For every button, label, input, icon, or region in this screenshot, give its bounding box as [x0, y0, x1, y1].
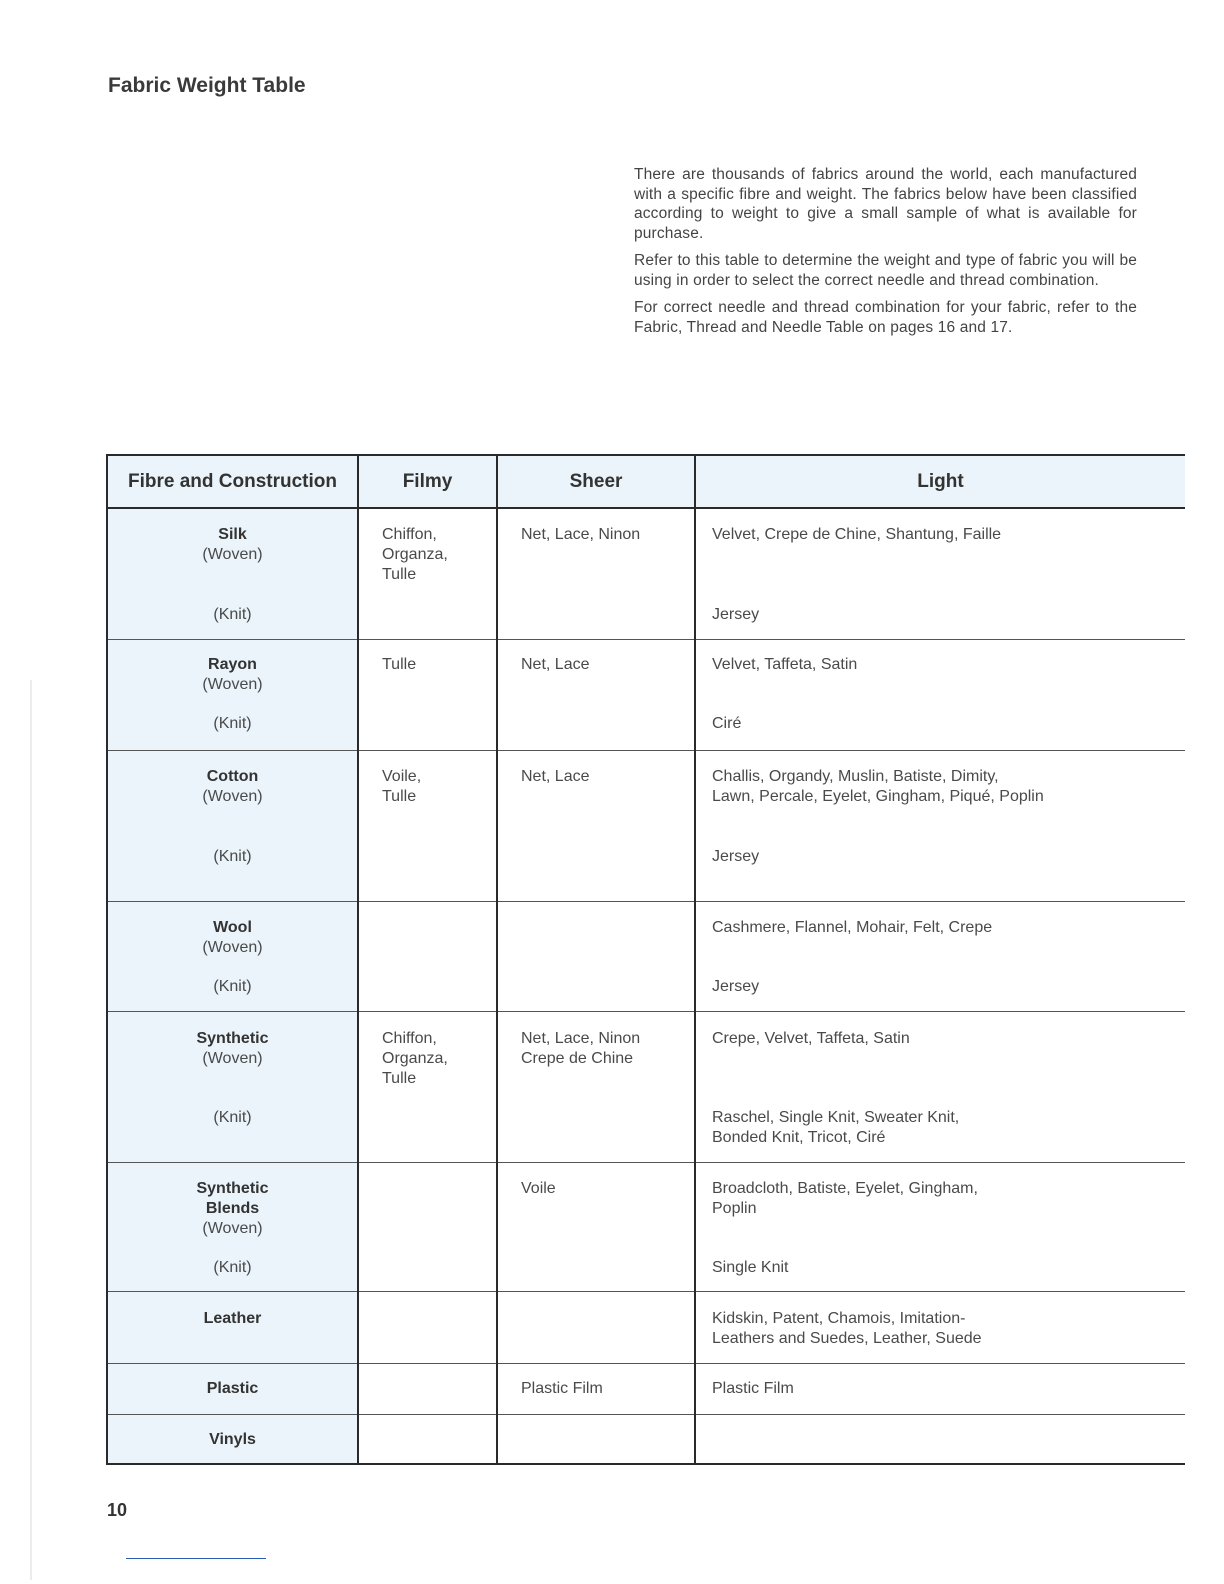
fibre-name: Synthetic Blends: [196, 1179, 269, 1217]
light-cell: [695, 1291, 1185, 1363]
fibre-name: Cotton: [206, 767, 259, 785]
fibre-cell: [107, 1162, 358, 1291]
light-woven-text: Plastic Film: [712, 1379, 794, 1397]
knit-label: (Knit): [213, 1258, 252, 1276]
filmy-text: Chiffon, Organza, Tulle: [382, 1029, 448, 1087]
table-row: [107, 1011, 1185, 1162]
page-number: 10: [107, 1500, 128, 1520]
fabric-weight-table: [106, 454, 1185, 1465]
filmy-cell: [358, 1414, 497, 1464]
intro-paragraph: For correct needle and thread combination for your fabric, refer to the Fabric, Thread and Needle Table on pages 16 and 17.: [634, 299, 1137, 336]
fibre-cell: [107, 750, 358, 901]
woven-label: (Woven): [202, 1219, 263, 1237]
fibre-name: Rayon: [208, 655, 257, 673]
filmy-cell: [358, 639, 497, 750]
sheer-cell: [497, 1414, 695, 1464]
filmy-cell: [358, 1162, 497, 1291]
filmy-cell: [358, 1363, 497, 1414]
light-knit-text: Jersey: [712, 847, 760, 865]
column-header-filmy: Filmy: [358, 455, 497, 508]
light-woven-text: Cashmere, Flannel, Mohair, Felt, Crepe: [712, 918, 993, 936]
table-row: [107, 750, 1185, 901]
table-row: [107, 1363, 1185, 1414]
page-title: Fabric Weight Table: [108, 74, 306, 97]
filmy-cell: [358, 901, 497, 1011]
light-woven-text: Velvet, Taffeta, Satin: [712, 655, 858, 673]
filmy-text: Tulle: [382, 655, 417, 673]
intro-text: [634, 165, 1137, 345]
woven-label: (Woven): [202, 1049, 263, 1067]
knit-label: (Knit): [213, 847, 252, 865]
fibre-cell: [107, 1363, 358, 1414]
column-header-fibre: Fibre and Construction: [107, 455, 358, 508]
light-cell: [695, 508, 1185, 639]
light-knit-text: Jersey: [712, 977, 760, 995]
sheer-text: Net, Lace, Ninon: [521, 526, 641, 543]
sheer-cell: [497, 1363, 695, 1414]
knit-label: (Knit): [213, 1108, 252, 1126]
light-cell: [695, 1162, 1185, 1291]
table-header-row: [107, 455, 1185, 508]
sheer-text: Net, Lace: [521, 655, 590, 673]
intro-paragraph: Refer to this table to determine the weight and type of fabric you will be using in order to select the correct needle and thread combination.: [634, 252, 1137, 289]
knit-label: (Knit): [213, 977, 252, 995]
fibre-cell: [107, 901, 358, 1011]
knit-label: (Knit): [213, 606, 252, 623]
knit-label: (Knit): [213, 714, 252, 732]
filmy-cell: [358, 750, 497, 901]
fibre-name: Vinyls: [209, 1430, 256, 1448]
sheer-text: Voile: [521, 1179, 556, 1197]
light-knit-text: Raschel, Single Knit, Sweater Knit, Bonded Knit, Tricot, Ciré: [712, 1108, 960, 1146]
fibre-cell: [107, 1011, 358, 1162]
sheer-text: Net, Lace, Ninon Crepe de Chine: [521, 1029, 641, 1067]
page-binding-edge: [30, 680, 32, 1580]
sheer-cell: [497, 639, 695, 750]
table-row: [107, 508, 1185, 639]
light-woven-text: Challis, Organdy, Muslin, Batiste, Dimity, Lawn, Percale, Eyelet, Gingham, Piqué, Poplin: [712, 767, 1044, 805]
light-cell: [695, 750, 1185, 901]
table-row: [107, 1414, 1185, 1464]
woven-label: (Woven): [202, 787, 263, 805]
intro-paragraph: There are thousands of fabrics around the world, each manufactured with a specific fibre and weight. The fabrics below have been classified according to weight to give a small sample of what is available for purchase.: [634, 166, 1137, 242]
light-knit-text: Single Knit: [712, 1258, 789, 1276]
fibre-cell: [107, 1291, 358, 1363]
light-woven-text: Velvet, Crepe de Chine, Shantung, Faille: [712, 526, 1002, 543]
light-woven-text: Kidskin, Patent, Chamois, Imitation- Leathers and Suedes, Leather, Suede: [712, 1309, 982, 1347]
light-cell: [695, 1363, 1185, 1414]
fibre-name: Synthetic: [196, 1029, 269, 1047]
footer-rule: [126, 1558, 266, 1559]
filmy-text: Chiffon, Organza, Tulle: [382, 526, 448, 583]
fibre-name: Silk: [218, 526, 247, 543]
table-row: [107, 901, 1185, 1011]
light-cell: [695, 901, 1185, 1011]
sheer-cell: [497, 750, 695, 901]
woven-label: (Woven): [202, 546, 263, 563]
light-cell: [695, 639, 1185, 750]
sheer-cell: [497, 901, 695, 1011]
filmy-cell: [358, 508, 497, 639]
fibre-cell: [107, 639, 358, 750]
fibre-cell: [107, 1414, 358, 1464]
fibre-name: Leather: [203, 1309, 262, 1327]
filmy-cell: [358, 1291, 497, 1363]
woven-label: (Woven): [202, 675, 263, 693]
sheer-cell: [497, 1011, 695, 1162]
light-woven-text: Broadcloth, Batiste, Eyelet, Gingham, Poplin: [712, 1179, 978, 1217]
sheer-text: Net, Lace: [521, 767, 590, 785]
column-header-light: Light: [695, 455, 1185, 508]
woven-label: (Woven): [202, 938, 263, 956]
light-cell: [695, 1011, 1185, 1162]
light-knit-text: Ciré: [712, 714, 742, 732]
sheer-cell: [497, 508, 695, 639]
table-row: [107, 1291, 1185, 1363]
sheer-cell: [497, 1291, 695, 1363]
column-header-sheer: Sheer: [497, 455, 695, 508]
light-cell: [695, 1414, 1185, 1464]
filmy-cell: [358, 1011, 497, 1162]
table-row: [107, 639, 1185, 750]
light-woven-text: Crepe, Velvet, Taffeta, Satin: [712, 1029, 910, 1047]
table-row: [107, 1162, 1185, 1291]
light-knit-text: Jersey: [712, 606, 760, 623]
fibre-name: Wool: [213, 918, 252, 936]
filmy-text: Voile, Tulle: [382, 767, 422, 805]
sheer-cell: [497, 1162, 695, 1291]
sheer-text: Plastic Film: [521, 1379, 603, 1397]
fibre-name: Plastic: [206, 1379, 259, 1397]
fibre-cell: [107, 508, 358, 639]
